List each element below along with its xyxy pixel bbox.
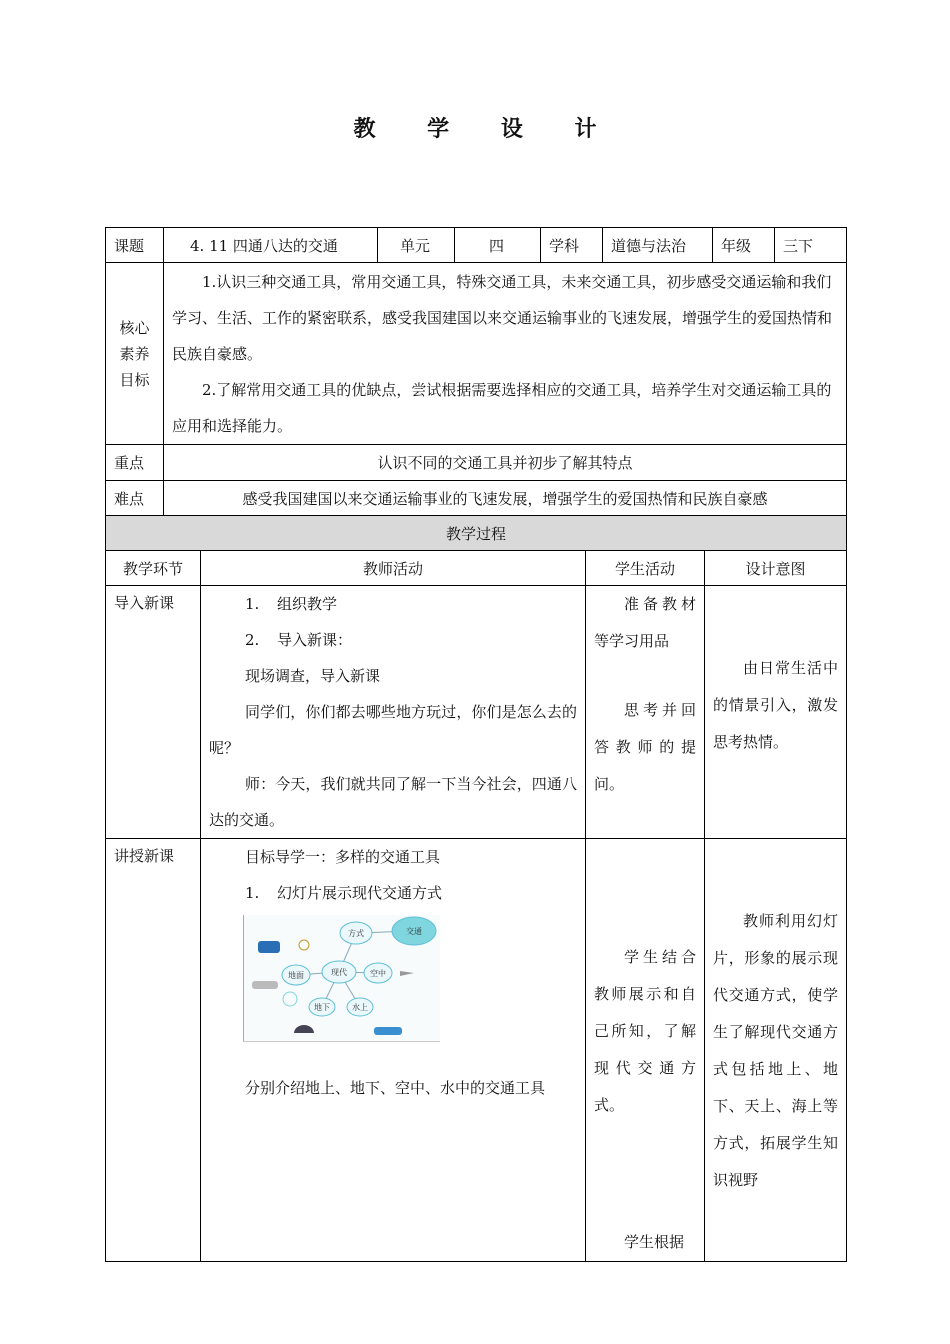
subject-label: 学科	[541, 228, 603, 263]
intro-stage: 导入新课	[106, 586, 201, 839]
new-student: 学生结合教师展示和自己所知，了解现代交通方式。 学生根据	[586, 839, 705, 1262]
node-top-right: 交通	[406, 927, 422, 936]
info-table	[105, 227, 847, 516]
grade-value: 三下	[775, 228, 847, 263]
bicycle-icon	[299, 940, 309, 950]
new-teacher: 目标导学一：多样的交通工具 1. 幻灯片展示现代交通方式 方式 交通 现代 地面 空中 地下 水上 分别介绍地上、地下、空中、水中的交通工具	[201, 839, 586, 1262]
header-stage: 教学环节	[106, 551, 201, 586]
key-point-label: 重点	[106, 445, 164, 481]
node-right: 空中	[370, 969, 386, 978]
train-icon	[252, 981, 278, 989]
node-center: 现代	[331, 968, 347, 977]
transport-diagram	[243, 915, 440, 1042]
node-icon	[283, 992, 297, 1006]
goal-item: 1.认识三种交通工具，常用交通工具，特殊交通工具，未来交通工具，初步感受交通运输和我们学习、生活、工作的紧密联系，感受我国建国以来交通运输事业的飞速发展，增强学生的爱国热情和民族自豪感。	[172, 272, 833, 363]
intro-intent: 由日常生活中的情景引入，激发思考热情。	[705, 586, 847, 839]
grade-label: 年级	[713, 228, 775, 263]
course-value: 4. 11 四通八达的交通	[164, 228, 378, 263]
difficulty-label: 难点	[106, 481, 164, 516]
tunnel-icon	[294, 1025, 314, 1033]
goals-content	[164, 263, 847, 445]
new-stage: 讲授新课	[106, 839, 201, 1262]
intro-teacher: 1. 组织教学 2. 导入新课： 现场调查，导入新课 同学们，你们都去哪些地方玩过，你们是怎么去的呢？ 师：今天，我们就共同了解一下当今社会，四通八达的交通。	[201, 586, 586, 839]
course-label: 课题	[106, 228, 164, 263]
document-title: 教 学 设 计	[353, 116, 619, 142]
intro-student: 准备教材等学习用品 思考并回答教师的提问。	[586, 586, 705, 839]
node-bottom-right: 水上	[352, 1003, 368, 1012]
new-intent: 教师利用幻灯片，形象的展示现代交通方式，使学生了解现代交通方式包括地上、地下、天上、海上等方式，拓展学生知识视野	[705, 839, 847, 1262]
difficulty-value: 感受我国建国以来交通运输事业的飞速发展，增强学生的爱国热情和民族自豪感	[164, 481, 847, 516]
goals-label: 核心 素养 目标	[106, 263, 164, 445]
ship-icon	[374, 1027, 402, 1035]
header-teacher: 教师活动	[201, 551, 586, 586]
bus-icon	[258, 941, 280, 953]
node-left: 地面	[288, 971, 304, 980]
plane-icon	[400, 971, 414, 976]
unit-label: 单元	[378, 228, 455, 263]
goal-item: 2.了解常用交通工具的优缺点，尝试根据需要选择相应的交通工具，培养学生对交通运输工具的应用和选择能力。	[172, 380, 832, 435]
transport-mindmap	[244, 915, 440, 1041]
key-point-value: 认识不同的交通工具并初步了解其特点	[164, 445, 847, 481]
header-student: 学生活动	[586, 551, 705, 586]
process-table	[105, 515, 847, 1262]
subject-value: 道德与法治	[603, 228, 713, 263]
node-top: 方式	[348, 929, 364, 938]
unit-value: 四	[455, 228, 541, 263]
header-intent: 设计意图	[705, 551, 847, 586]
process-title: 教学过程	[106, 516, 847, 551]
node-bottom-left: 地下	[314, 1003, 330, 1012]
